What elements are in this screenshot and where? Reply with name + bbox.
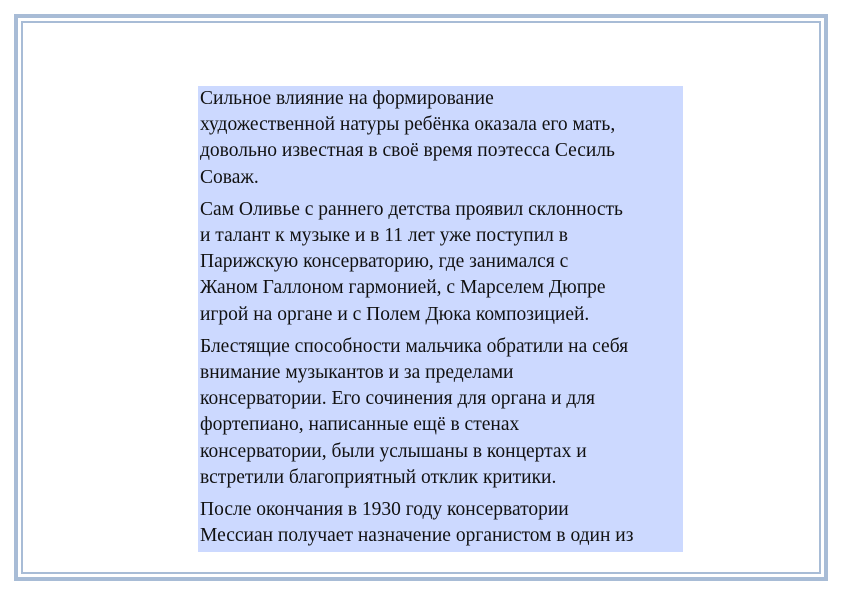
paragraph-line: консерватории, были услышаны в концертах и xyxy=(200,440,587,462)
paragraph-line: внимание музыкантов и за пределами xyxy=(200,362,514,384)
paragraph-line: Мессиан получает назначение органистом в один из xyxy=(200,525,634,547)
paragraph-line: фортепиано, написанные ещё в стенах xyxy=(200,414,520,436)
paragraph-3 xyxy=(200,334,683,491)
paragraph-line: Парижскую консерваторию, где занимался с xyxy=(200,251,569,273)
paragraph-line: После окончания в 1930 году консерватории xyxy=(200,499,569,521)
paragraph-line: Блестящие способности мальчика обратили на себя xyxy=(200,335,629,357)
paragraph-line: Жаном Галлоном гармонией, с Марселем Дюпре xyxy=(200,277,606,299)
paragraph-line: игрой на органе и с Полем Дюка композицией. xyxy=(200,303,590,325)
text-box xyxy=(198,86,683,552)
paragraph-line: довольно известная в своё время поэтесса Сесиль xyxy=(200,140,615,162)
paragraph-line: художественной натуры ребёнка оказала его мать, xyxy=(200,114,616,136)
paragraph-1 xyxy=(200,86,683,191)
paragraph-line: Сам Оливье с раннего детства проявил склонность xyxy=(200,198,623,220)
paragraph-2 xyxy=(200,197,683,328)
paragraph-line: Сильное влияние на формирование xyxy=(200,88,494,109)
paragraph-line: консерватории. Его сочинения для органа и для xyxy=(200,388,595,410)
paragraph-line: и талант к музыке и в 11 лет уже поступил в xyxy=(200,225,568,247)
paragraph-line: Соваж. xyxy=(200,166,259,188)
paragraph-4 xyxy=(200,497,683,549)
paragraph-line: встретили благоприятный отклик критики. xyxy=(200,466,557,488)
